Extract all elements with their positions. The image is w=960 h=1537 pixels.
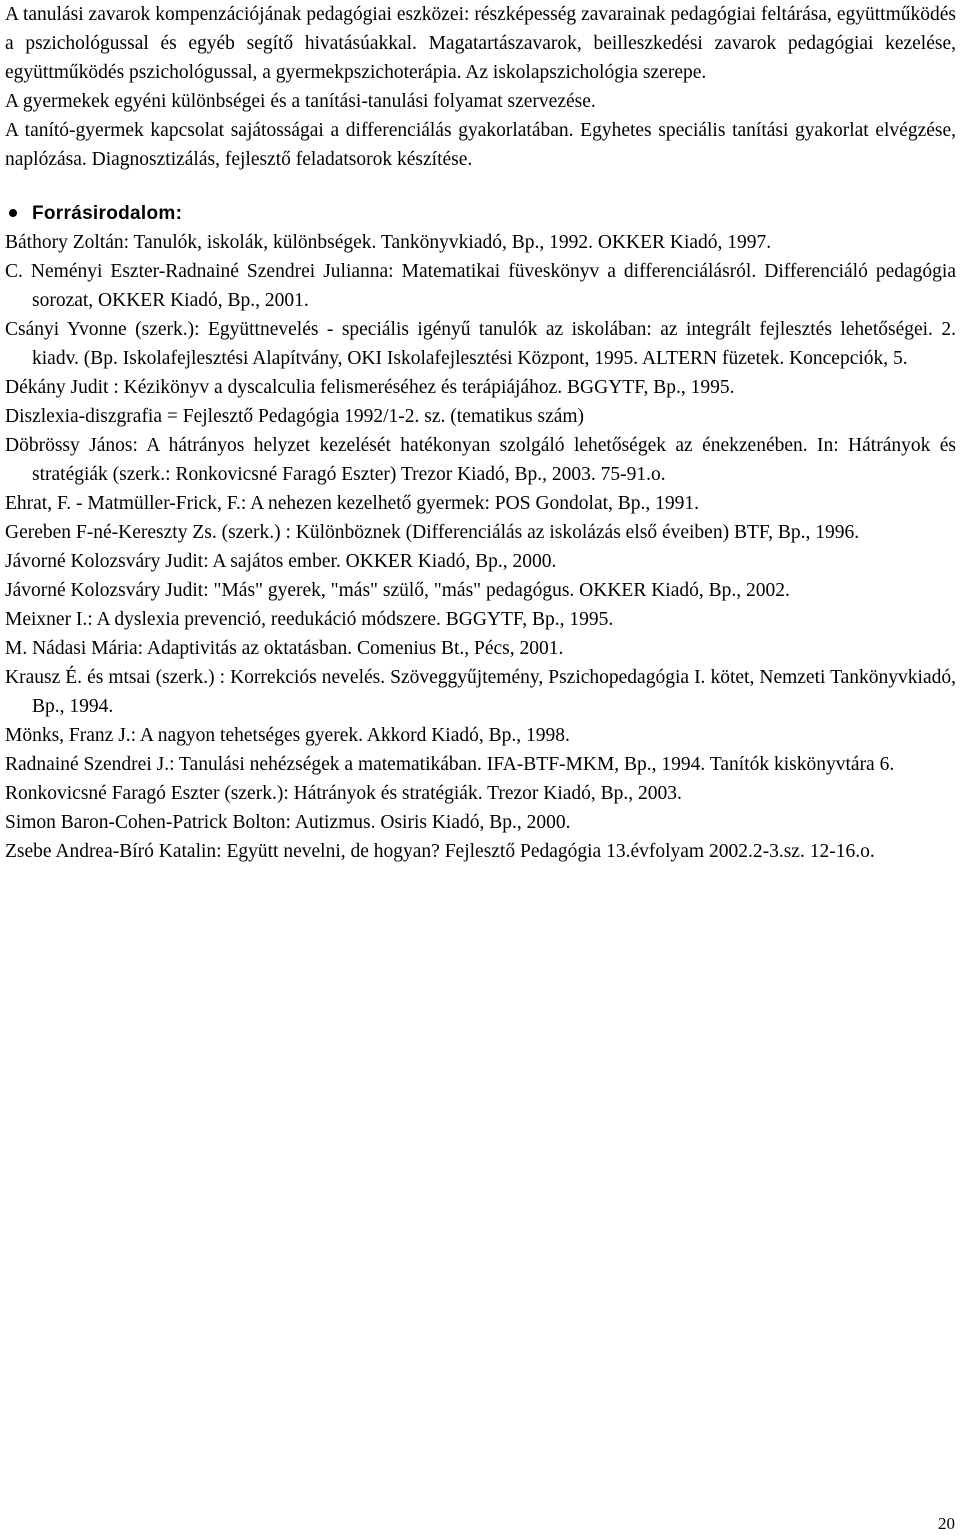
reference-list <box>5 228 956 866</box>
intro-paragraph: A tanulási zavarok kompenzációjának pedagógiai eszközei: részképesség zavarainak pedagógiai feltárása, együttműködés a pszichológussal és egyéb segítő hivatásúakkal. Magatartászavarok, beilleszkedési zavarok pedagógiai kezelése, együttműködés pszichológussal, a gyermekpszichoterápia. Az iskolapszichológia szerepe. <box>5 4 956 83</box>
reference-item: Ronkovicsné Faragó Eszter (szerk.): Hátrányok és stratégiák. Trezor Kiadó, Bp., 2003. <box>5 783 682 804</box>
reference-item: Jávorné Kolozsváry Judit: "Más" gyerek, "más" szülő, "más" pedagógus. OKKER Kiadó, Bp., 2002. <box>5 580 790 601</box>
page-number: 20 <box>938 1514 955 1533</box>
reference-item: M. Nádasi Mária: Adaptivitás az oktatásban. Comenius Bt., Pécs, 2001. <box>5 638 564 659</box>
intro-paragraph: A tanító-gyermek kapcsolat sajátosságai a differenciálás gyakorlatában. Egyhetes speciális tanítási gyakorlat elvégzése, naplózása. Diagnosztizálás, fejlesztő feladatsorok készítése. <box>5 120 956 170</box>
intro-text <box>5 0 956 174</box>
reference-item: Csányi Yvonne (szerk.): Együttnevelés - speciális igényű tanulók az iskolában: az integrált fejlesztés lehetőségei. 2. kiadv. (Bp. Iskolafejlesztési Alapítvány, OKI Iskolafejlesztési Központ, 1995. ALTERN füzetek. Koncepciók, 5. <box>5 319 956 369</box>
reference-item: Döbrössy János: A hátrányos helyzet kezelését hatékonyan szolgáló lehetőségek az énekzenében. In: Hátrányok és stratégiák (szerk.: Ronkovicsné Faragó Eszter) Trezor Kiadó, Bp., 2003. 75-91.o. <box>5 435 956 485</box>
reference-item: Dékány Judit : Kézikönyv a dyscalculia felismeréséhez és terápiájához. BGGYTF, Bp., 1995. <box>5 377 735 398</box>
reference-item: C. Neményi Eszter-Radnainé Szendrei Julianna: Matematikai füveskönyv a differenciálásról. Differenciáló pedagógia sorozat, OKKER Kiadó, Bp., 2001. <box>5 261 956 311</box>
bullet-icon <box>9 209 17 217</box>
reference-item: Radnainé Szendrei J.: Tanulási nehézségek a matematikában. IFA-BTF-MKM, Bp., 1994. Tanítók kiskönyvtára 6. <box>5 754 895 775</box>
reference-item: Báthory Zoltán: Tanulók, iskolák, különbségek. Tankönyvkiadó, Bp., 1992. OKKER Kiadó, 1997. <box>5 232 772 253</box>
intro-paragraph: A gyermekek egyéni különbségei és a tanítási-tanulási folyamat szervezése. <box>5 91 596 112</box>
reference-item: Zsebe Andrea-Bíró Katalin: Együtt nevelni, de hogyan? Fejlesztő Pedagógia 13.évfolyam 2002.2-3.sz. 12-16.o. <box>5 841 875 862</box>
reference-item: Simon Baron-Cohen-Patrick Bolton: Autizmus. Osiris Kiadó, Bp., 2000. <box>5 812 571 833</box>
reference-item: Krausz É. és mtsai (szerk.) : Korrekciós nevelés. Szöveggyűjtemény, Pszichopedagógia I. kötet, Nemzeti Tankönyvkiadó, Bp., 1994. <box>5 667 956 717</box>
reference-item: Mönks, Franz J.: A nagyon tehetséges gyerek. Akkord Kiadó, Bp., 1998. <box>5 725 570 746</box>
reference-item: Jávorné Kolozsváry Judit: A sajátos ember. OKKER Kiadó, Bp., 2000. <box>5 551 557 572</box>
document-page <box>5 0 956 866</box>
reference-item: Diszlexia-diszgrafia = Fejlesztő Pedagógia 1992/1-2. sz. (tematikus szám) <box>5 406 585 427</box>
reference-item: Gereben F-né-Kereszty Zs. (szerk.) : Különböznek (Differenciálás az iskolázás első éveiben) BTF, Bp., 1996. <box>5 522 860 543</box>
reference-item: Meixner I.: A dyslexia prevenció, reedukáció módszere. BGGYTF, Bp., 1995. <box>5 609 614 630</box>
references-heading <box>5 199 956 228</box>
reference-item: Ehrat, F. - Matmüller-Frick, F.: A nehezen kezelhető gyermek: POS Gondolat, Bp., 1991. <box>5 493 700 514</box>
section-title: Forrásirodalom: <box>32 203 183 224</box>
